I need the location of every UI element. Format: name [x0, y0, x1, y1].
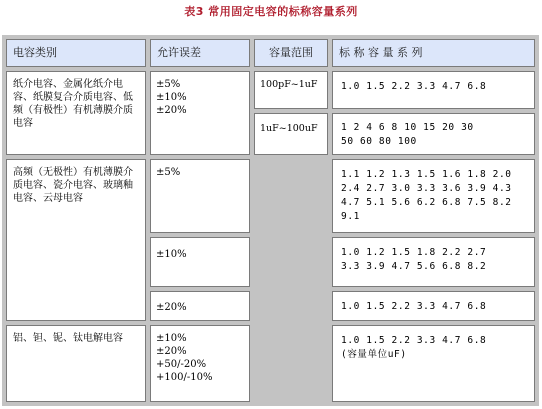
- tolerance-item: ±20%: [156, 346, 187, 357]
- tolerance-paper: [150, 71, 250, 155]
- header-tolerance: 允许误差: [150, 39, 250, 67]
- series-line: 4.7 5.1 5.6 6.2 6.8 7.5 8.2: [341, 197, 512, 208]
- category-electrolytic-text: 铝、钽、铌、钛电解电容: [13, 333, 123, 344]
- tolerance-item: ±20%: [156, 105, 187, 116]
- series-line: (容量单位uF): [341, 349, 407, 360]
- tolerance-hf-20: ±20%: [150, 291, 250, 321]
- category-paper: [6, 71, 146, 155]
- series-line: 9.1: [341, 211, 360, 222]
- series-line: 1.0 1.5 2.2 3.3 4.7 6.8: [341, 81, 487, 92]
- series-paper-low: [332, 71, 535, 109]
- series-line: 1 2 4 6 8 10 15 20 30: [341, 122, 474, 133]
- tolerance-hf-5: ±5%: [150, 159, 250, 233]
- category-paper-text: 纸介电容、金属化纸介电容、纸膜复合介质电容、低频（有极性）有机薄膜介质电容: [13, 79, 133, 129]
- series-line: 50 60 80 100: [341, 136, 417, 147]
- tolerance-item: +50/-20%: [156, 359, 207, 370]
- category-hf: [6, 159, 146, 321]
- series-line: 2.4 2.7 3.0 3.3 3.6 3.9 4.3: [341, 183, 512, 194]
- range-paper-high: 1uF~100uF: [254, 113, 328, 155]
- range-paper-low: 100pF~1uF: [254, 71, 328, 109]
- series-line: 1.0 1.5 2.2 3.3 4.7 6.8: [341, 335, 487, 346]
- series-line: 1.1 1.2 1.3 1.5 1.6 1.8 2.0: [341, 169, 512, 180]
- series-electrolytic: [332, 325, 535, 402]
- series-hf-10: [332, 237, 535, 287]
- header-series: 标 称 容 量 系 列: [332, 39, 535, 67]
- table-title: 表3 常用固定电容的标称容量系列: [184, 5, 358, 18]
- series-line: 3.3 3.9 4.7 5.6 6.8 8.2: [341, 261, 487, 272]
- header-type: 电容类别: [6, 39, 146, 67]
- header-range: 容量范围: [254, 39, 328, 67]
- series-hf-5: [332, 159, 535, 233]
- tolerance-hf-10: ±10%: [150, 237, 250, 287]
- tolerance-item: ±10%: [156, 333, 187, 344]
- series-line: 1.0 1.5 2.2 3.3 4.7 6.8: [341, 301, 487, 312]
- tolerance-item: +100/-10%: [156, 372, 213, 383]
- category-electrolytic: [6, 325, 146, 402]
- tolerance-electrolytic: [150, 325, 250, 402]
- series-paper-high: [332, 113, 535, 155]
- tolerance-item: ±10%: [156, 92, 187, 103]
- series-hf-20: [332, 291, 535, 321]
- capacitance-table: [2, 35, 539, 406]
- series-line: 1.0 1.2 1.5 1.8 2.2 2.7: [341, 247, 487, 258]
- tolerance-item: ±5%: [156, 79, 181, 90]
- category-hf-text: 高频（无极性）有机薄膜介质电容、瓷介电容、玻璃釉电容、云母电容: [13, 167, 133, 204]
